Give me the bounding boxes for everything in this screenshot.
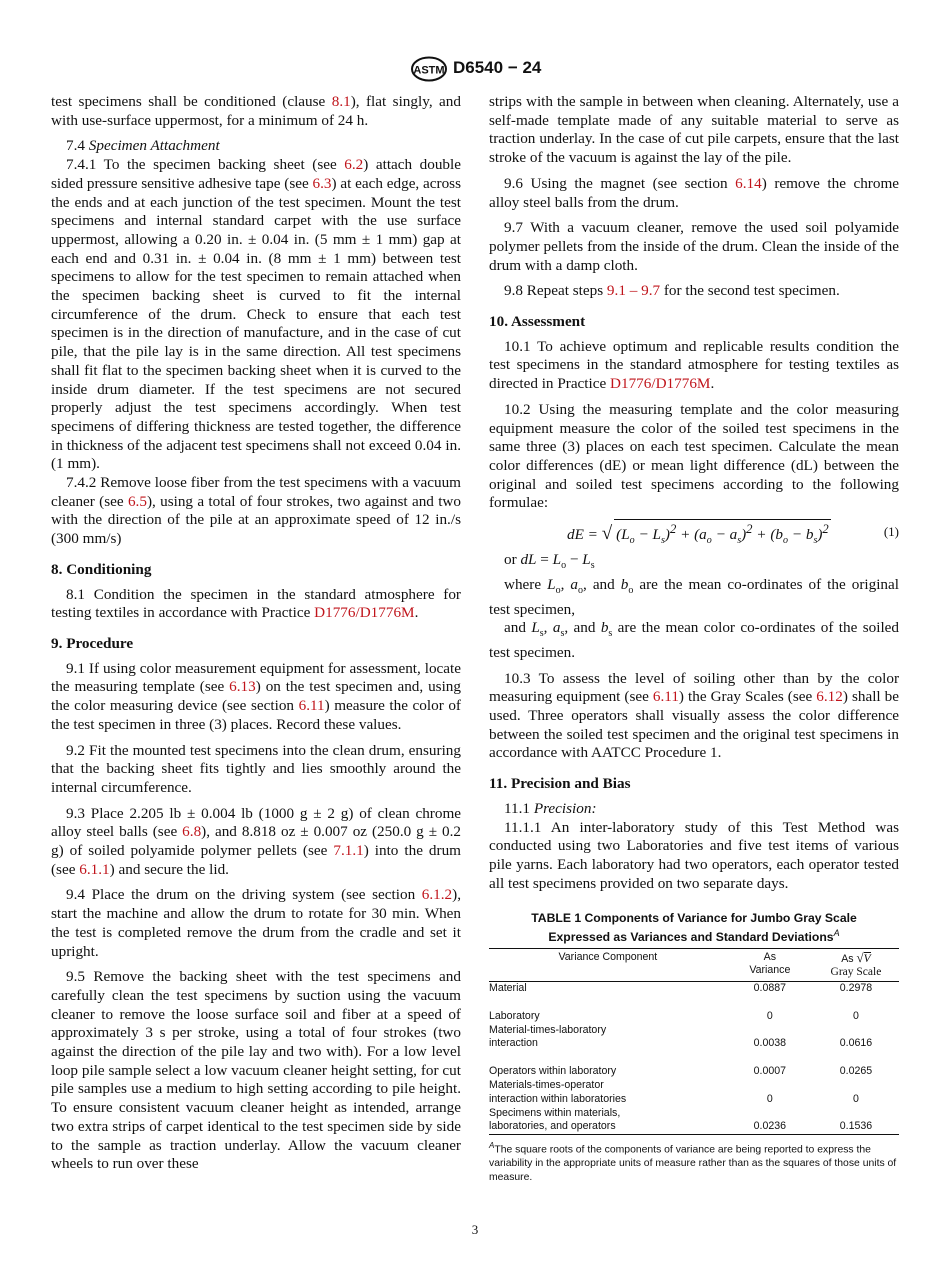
page-header — [0, 56, 950, 84]
paragraph-9-8: 9.8 Repeat steps 9.1 – 9.7 for the second test specimen. — [504, 282, 840, 300]
table-row: Materials-times-operator — [489, 1079, 604, 1092]
document-id: D6540 − 24 — [453, 58, 542, 77]
equation-dl: or dL = $L_o - L_s$ — [504, 551, 595, 572]
table-header: As √V Gray Scale — [813, 949, 899, 982]
paragraph-8-1: 8.1 Condition the specimen in the standard atmosphere for testing textiles in accordance with Practice D1776/D1776M. — [51, 585, 461, 622]
ref-link[interactable]: 6.11 — [652, 688, 679, 706]
table-row: Material-times-laboratory — [489, 1023, 607, 1036]
paragraph-9-1: 9.1 If using color measurement equipment for assessment, locate the measuring template (see 6.13) on the test specimen and, using the color measuring device (see section 6.11) measure the color of the test specimen in three (3) places. Record these values. — [51, 659, 461, 733]
svg-text:ASTM: ASTM — [413, 64, 445, 77]
paragraph-10-2: 10.2 Using the measuring template and the color measuring equipment measure the color of the soiled test specimens in the same three (3) places on each test specimen. Calculate the mean color differences (dE) or mean light difference (dL) between the original and soiled test specimens according to the following formulae: — [489, 400, 899, 512]
ref-link[interactable]: 6.1.2 — [421, 886, 453, 904]
paragraph-9-7: 9.7 With a vacuum cleaner, remove the used soil polyamide polymer pellets from the inside of the drum. Clean the inside of the drum with a damp cloth. — [489, 219, 899, 274]
ref-link[interactable]: 8.1 — [331, 93, 351, 110]
paragraph-7-4-2: 7.4.2 Remove loose fiber from the test specimens with a vacuum cleaner (see 6.5), using a total of four strokes, two against and two with the direction of the pile at an approximate speed of 12 in./s (300 mm/s) — [51, 474, 461, 548]
ref-link[interactable]: 7.1.1 — [333, 842, 364, 860]
heading-precision-bias: 11. Precision and Bias — [489, 775, 631, 793]
paragraph-9-2: 9.2 Fit the mounted test specimens into the clean drum, ensuring that the backing sheet fits tightly and lies smoothly around the internal circumference. — [51, 741, 461, 796]
paragraph-9-6: 9.6 Using the magnet (see section 6.14) remove the chrome alloy steel balls from the drum. — [489, 174, 899, 211]
section-7-4-heading: 7.4 Specimen Attachment — [66, 137, 220, 155]
ref-link[interactable]: 6.12 — [816, 688, 843, 706]
table-row: Specimens within materials, — [489, 1106, 621, 1119]
paragraph-7-3-cont: test specimens shall be conditioned (clause 8.1), flat singly, and with use-surface uppermost, for a minimum of 24 h. — [51, 93, 461, 129]
ref-link[interactable]: 6.11 — [298, 697, 325, 715]
table-row: laboratories, and operators 0.0236 0.1536 — [489, 1120, 899, 1134]
table-header: Variance Component — [489, 949, 727, 982]
table-row: interaction within laboratories 0 0 — [489, 1092, 859, 1105]
ref-link[interactable]: 6.1.1 — [79, 860, 110, 878]
table-row: interaction 0.0038 0.0616 — [489, 1037, 873, 1050]
ref-link[interactable]: 6.8 — [182, 823, 202, 841]
ref-link[interactable]: D1776/D1776M — [610, 375, 711, 393]
where-soiled: and $L_s$, $a_s$, and $b_s$ are the mean color co-ordinates of the soiled test specimen. — [489, 619, 900, 661]
ref-link[interactable]: 6.3 — [312, 174, 332, 192]
section-11-1-heading: 11.1 Precision: — [504, 799, 597, 817]
heading-procedure: 9. Procedure — [51, 634, 134, 652]
paragraph-9-4: 9.4 Place the drum on the driving system (see section 6.1.2), start the machine and allow the drum to rotate for 30 min. When the test is completed remove the drum from the cradle and set it upright. — [51, 886, 461, 960]
paragraph-10-3: 10.3 To assess the level of soiling other than by the color measuring equipment (see 6.11) the Gray Scales (see 6.12) shall be used. Three operators shall visually assess the color difference between the soiled test specimen and the original test specimens in accordance with AATCC Procedure 1. — [489, 669, 899, 762]
table-title: TABLE 1 Components of Variance for Jumbo Gray Scale Expressed as Variances and Standard Deviations$^A$ — [531, 911, 857, 945]
ref-link[interactable]: 9.1 – 9.7 — [606, 282, 661, 300]
paragraph-10-1: 10.1 To achieve optimum and replicable results condition the test specimens in the standard atmosphere for testing textiles as directed in Practice D1776/D1776M. — [489, 337, 899, 393]
table-row: Operators within laboratory 0.0007 0.0265 — [489, 1065, 873, 1078]
ref-link[interactable]: 6.5 — [127, 492, 147, 510]
table-footnote: $^A$The square roots of the components of variance are being reported to express the variability in the appropriate units of measure rather than as the squares of those units of measure. — [489, 1141, 897, 1183]
paragraph-9-5-cont: strips with the sample in between when cleaning. Alternately, use a self-made template made of any suitable material to serve as traction underlay. In the case of cut pile carpets, ensure that the last stroke of the vacuum is against the lay of the pile. — [489, 93, 899, 167]
astm-logo-icon — [410, 56, 448, 82]
table-row: Laboratory 0 0 — [489, 1009, 859, 1022]
table-header: As Variance — [727, 949, 813, 982]
paragraph-9-5: 9.5 Remove the backing sheet with the test specimens and carefully clean the test specimens by suction using the vacuum cleaner to remove the loose surface soil and fiber at a speed of approximately 3 s per stroke, using a total of four strokes (two against the direction of the pile lay and two with). For a low level loop pile sample select a low vacuum cleaner height setting, for cut pile samples use a medium to high setting according to pile height. To ensure consistent vacuum cleaner height as intended, arrange two extra strips of carpet identical to the test specimen side by side to the sample as traction underlay. Allow the vacuum cleaner wheels to run over these — [51, 968, 461, 1173]
ref-link[interactable]: 6.13 — [229, 678, 256, 696]
sqrt-icon: √ — [601, 523, 613, 545]
heading-conditioning: 8. Conditioning — [51, 560, 152, 578]
table-grid — [489, 948, 899, 1135]
page-number: 3 — [471, 1222, 479, 1237]
ref-link[interactable]: 6.2 — [344, 156, 364, 174]
left-column — [51, 93, 461, 1181]
equation-1: dE = √ $(L_o - L_s)^2 + (a_o - a_s)^2 + (b_o - b_s)^2$ (1) — [489, 517, 899, 545]
paragraph-7-4-1: 7.4.1 To the specimen backing sheet (see 6.2) attach double sided pressure sensitive adhesive tape (see 6.3) at each edge, across the ends and at each junction of the test specimen. Mount the test specimens and internal standard carpet with the use surface uppermost, allowing a 0.20 in. ± 0.04 in. (5 mm ± 1 mm) gap at each end and 0.31 in. ± 0.04 in. (8 mm ± 1 mm) between test specimens to allow for the test specimen to remain attached when the specimen backing sheet is curved to fit the internal circumference of the drum. Check to ensure that each test specimen is in the direction of manufacture, and in the case of cut pile, that the pile lay is in the same direction. All test specimens shall fit flat to the specimen backing sheet when it is curved to the inside drum diameter. If the test specimens are not secured properly adjust the test specimens accordingly. When test specimens of differing thickness are tested together, the difference in thickness of the adjacent test specimens shall not exceed 0.04 in. (1 mm). — [51, 156, 461, 473]
ref-link[interactable]: D1776/D1776M — [314, 604, 415, 622]
right-column — [489, 93, 899, 900]
heading-assessment: 10. Assessment — [489, 313, 586, 331]
table-row: Material 0.0887 0.2978 — [489, 982, 873, 995]
variance-table — [489, 911, 899, 1184]
paragraph-11-1-1: 11.1.1 An inter-laboratory study of this Test Method was conducted using two Laboratories and five test items of various pile yarns. Each laboratory had two operators, each operator tested all test specimens provided on two separate days. — [489, 818, 899, 892]
equation-number: (1) — [883, 524, 899, 540]
paragraph-9-3: 9.3 Place 2.205 lb ± 0.004 lb (1000 g ± 2 g) of clean chrome alloy steel balls (see 6.8), and 8.818 oz ± 0.007 oz (250.0 g ± 0.2 g) of soiled polyamide polymer pellets (see 7.1.1) into the drum (see 6.1.1) and secure the lid. — [51, 804, 461, 878]
where-original: where $L_o$, $a_o$, and $b_o$ are the mean co-ordinates of the original test specimen, — [489, 575, 899, 618]
ref-link[interactable]: 6.14 — [735, 174, 762, 192]
